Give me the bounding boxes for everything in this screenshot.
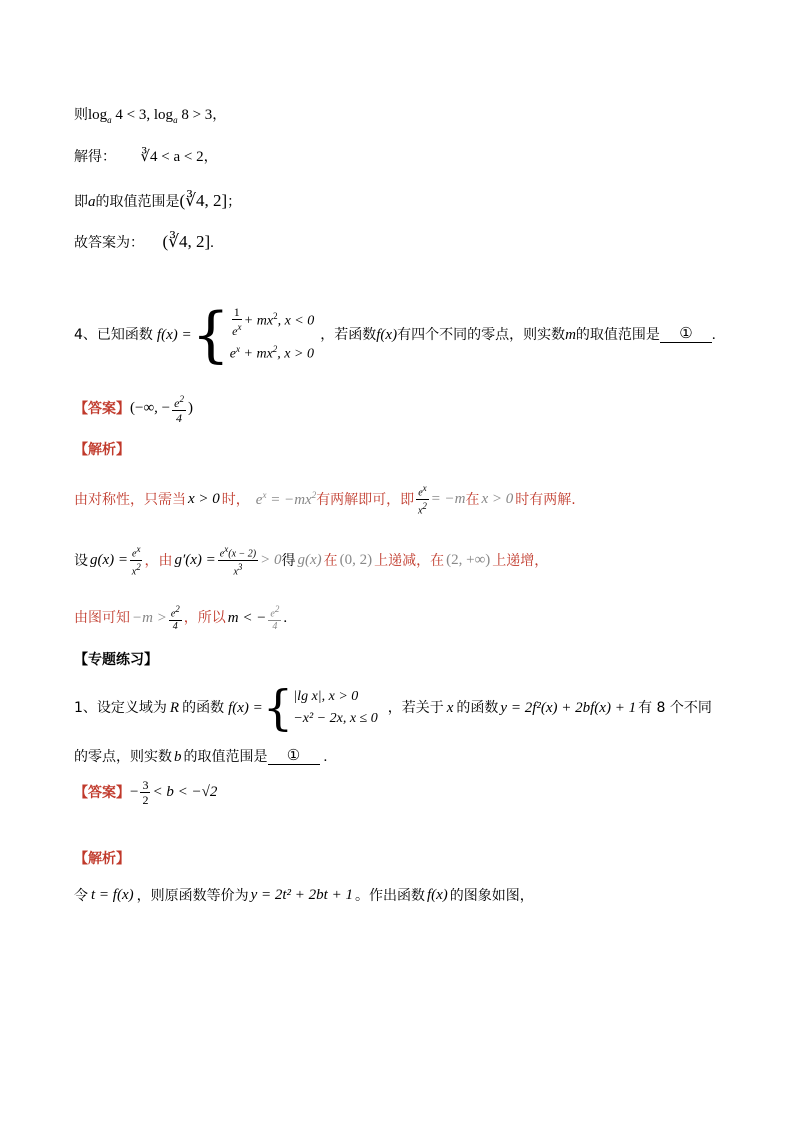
question-4: 4、已知函数 f(x) = { $\frac{1}{e^x}$ + $mx^2$, x < 0 $e^x + mx^2$, x > 0 ，若函数 f(x) 有四个不同的零点，则实数 m 的取值范围是 ① . — [74, 300, 716, 370]
q4-answer: 【答案】 (−∞, − $\frac{e^2}{4}$ ) — [74, 394, 193, 425]
solution-line-2: 解得： ∛4 < a < 2， — [74, 149, 218, 165]
q4-analysis-line-1: 由对称性，只需当 x > 0 时， $e^x = -mx^2$ 有两解即可，即 $\frac{e^x}{x^2}$ = −m 在 x > 0 时有两解. — [74, 483, 576, 517]
brace-icon: { — [191, 300, 230, 370]
practice-answer: 【答案】 − $\frac{3}{2}$ < b < −√2 — [74, 778, 218, 807]
answer-blank: ① — [660, 327, 712, 343]
practice-analysis-line-1: 令 t = f(x) ，则原函数等价为 y = 2t² + 2bt + 1 。作出函数 f(x) 的图象如图， — [74, 887, 534, 904]
practice-analysis-tag: 【解析】 — [74, 851, 130, 867]
q4-analysis-line-2: 设 g(x) = $\frac{e^x}{x^2}$ ，由 g′(x) = $\frac{e^x(x - 2)}{x^3}$ > 0 得 g(x) 在 (0, 2) 上递减，在 (2, +∞) 上递增， — [74, 544, 549, 578]
piecewise-function: $\frac{1}{e^x}$ + $mx^2$, x < 0 $e^x + mx^2$, x > 0 — [229, 304, 315, 362]
piecewise-function: |lg x|, x > 0 −x² − 2x, x ≤ 0 — [293, 689, 378, 726]
solution-line-1: 则$\log_a 4 < 3$, $\log_a 8 > 3$， — [74, 107, 227, 125]
practice-question-1: 1、设定义域为 R 的函数 f(x) = { |lg x|, x > 0 −x² − 2x, x ≤ 0 ，若关于 x 的函数 y = 2f²(x) + 2bf(x) + 1 有 8 个不同 — [74, 680, 712, 736]
solution-line-3: 即a的取值范围是(∛4, 2]； — [74, 191, 242, 210]
q4-analysis-tag: 【解析】 — [74, 442, 130, 458]
practice-question-1-line-2: 的零点，则实数 b 的取值范围是 ① . — [74, 748, 328, 765]
brace-icon: { — [262, 680, 294, 736]
answer-blank: ① — [268, 749, 320, 765]
q4-analysis-line-3: 由图可知 −m > $\frac{e^2}{4}$ ，所以 m < − $\frac{e^2}{4}$ . — [74, 604, 288, 633]
solution-line-4: 故答案为： (∛4, 2]. — [74, 232, 214, 251]
practice-tag: 【专题练习】 — [74, 652, 158, 668]
